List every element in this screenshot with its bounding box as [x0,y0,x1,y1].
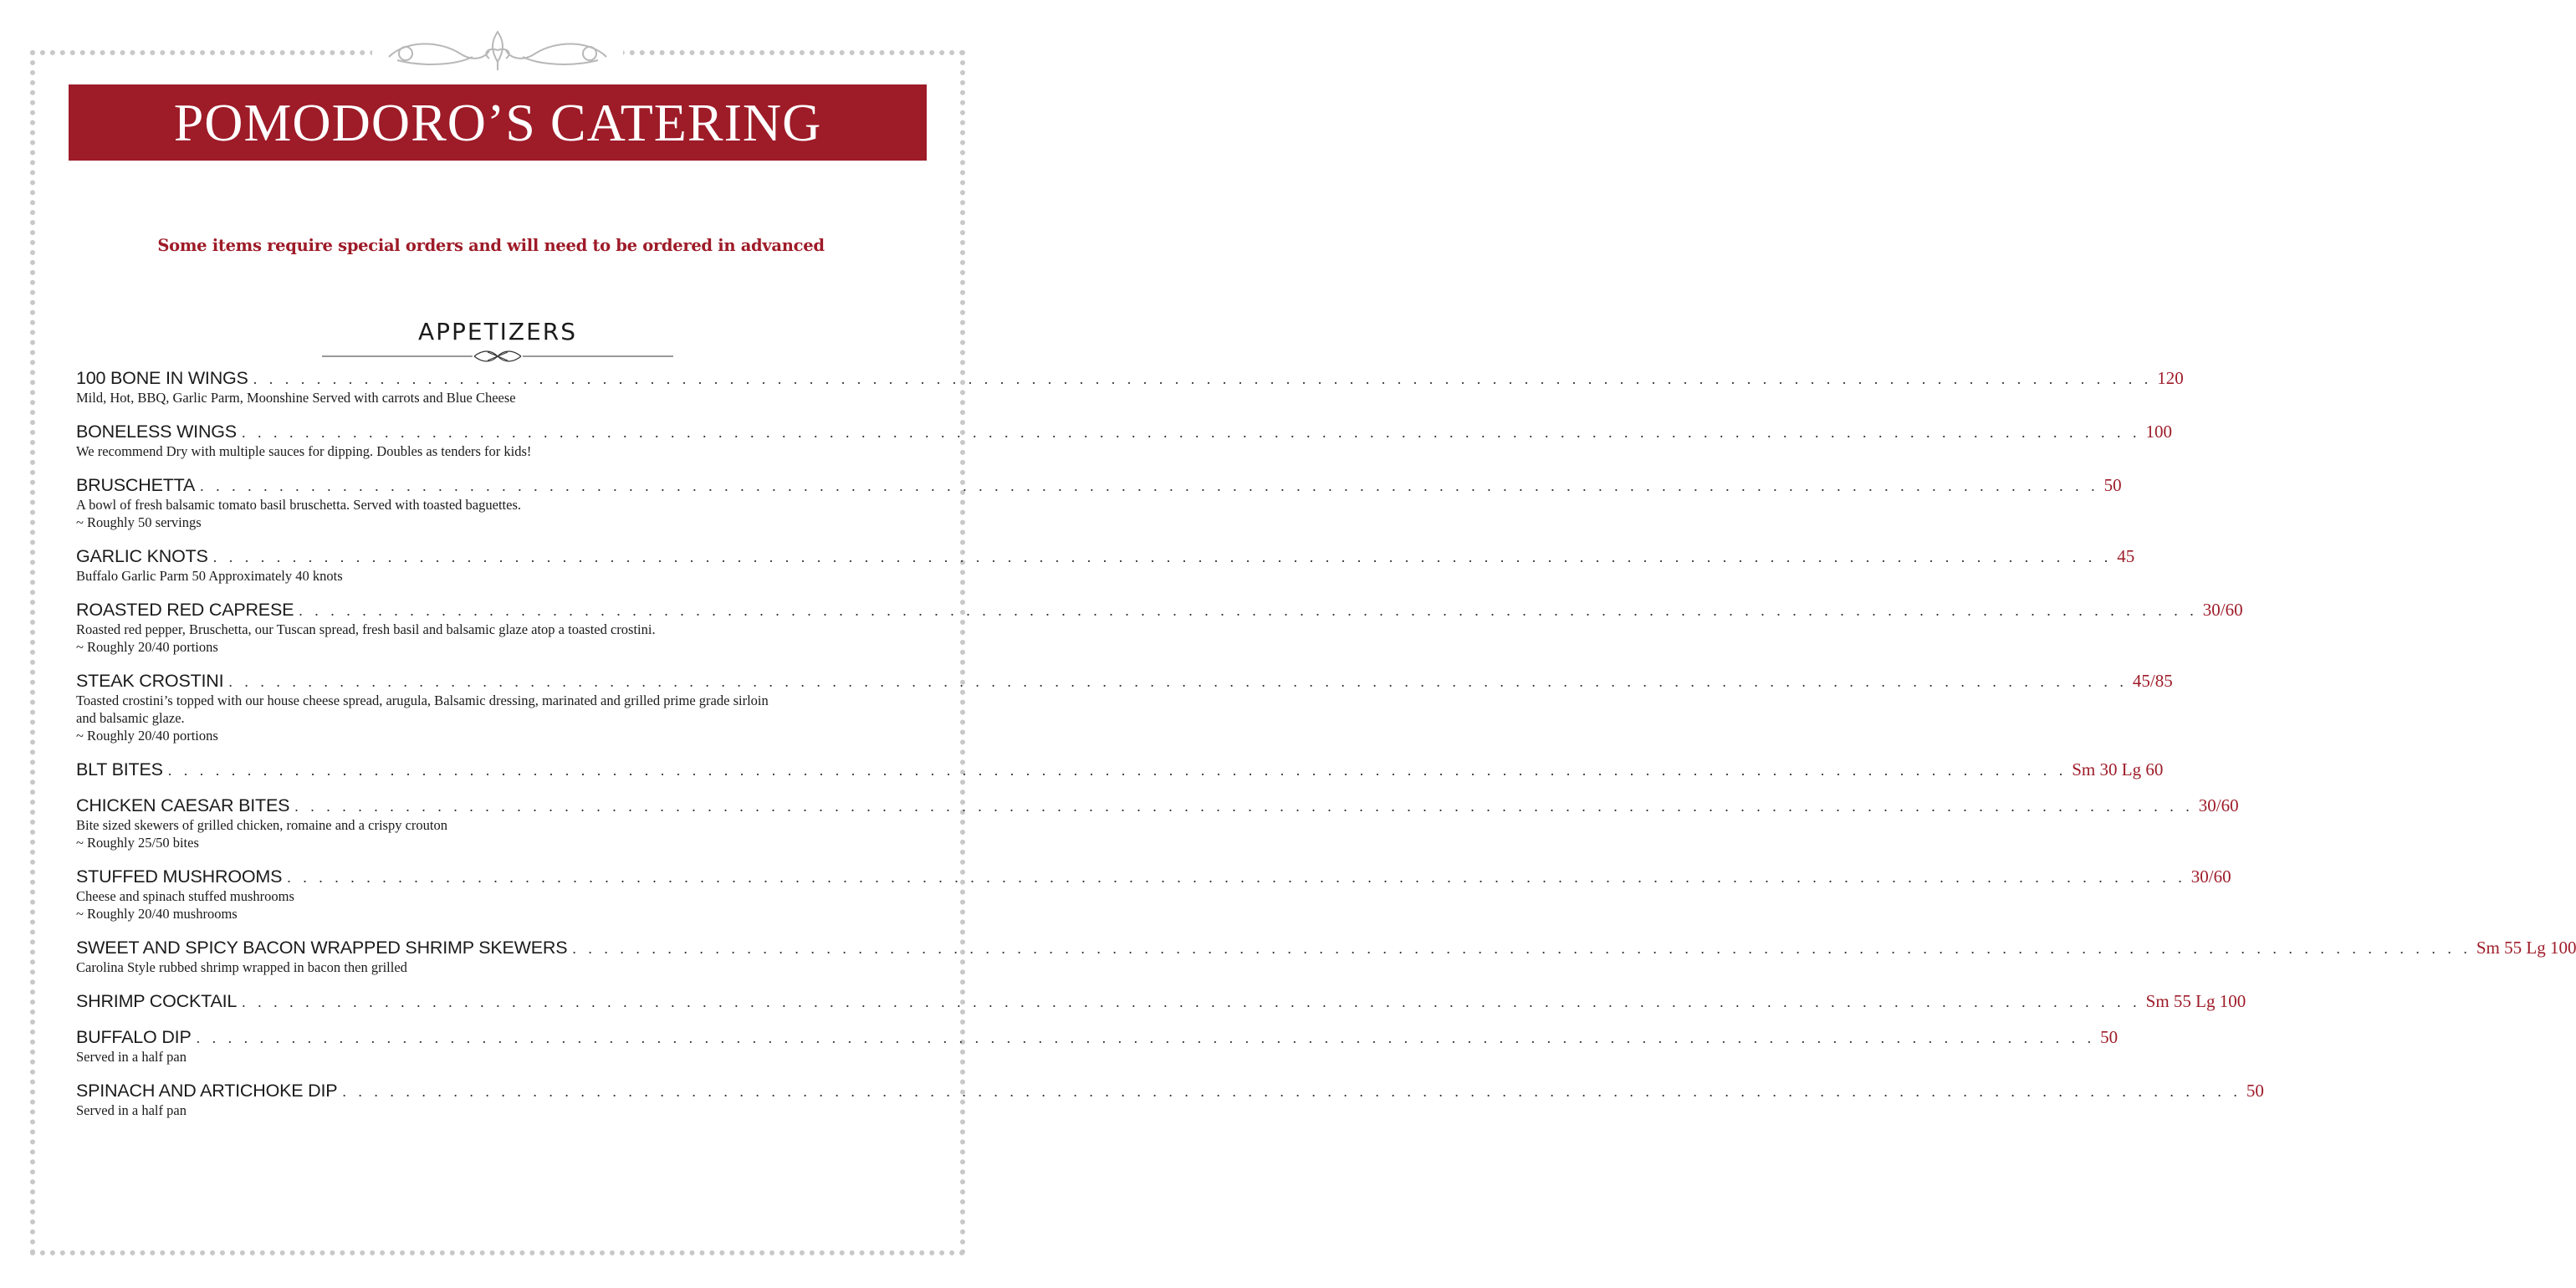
dot-leader: . . . . . . . . . . . . . . . . . . . . . . . . . . . . . . . . . . . . . . . . . . . . . . . . . . . . . . . . . . . . . . . . . . . . . . . . . . . . . . . . . . . . . . . . . . . . . . . . . . . . . . . . . . . . . . . . . . . . . . . . [200,478,2099,494]
menu-item-description: ~ Roughly 25/50 bites [76,835,199,851]
menu-item-name: BUFFALO DIP [76,1027,192,1047]
menu-item-price: Sm 55 Lg 100 [2145,991,2246,1011]
menu-item-name: SHRIMP COCKTAIL [76,991,238,1011]
menu-item-list [76,365,2576,1132]
menu-item-line [76,668,2173,693]
dot-leader: . . . . . . . . . . . . . . . . . . . . . . . . . . . . . . . . . . . . . . . . . . . . . . . . . . . . . . . . . . . . . . . . . . . . . . . . . . . . . . . . . . . . . . . . . . . . . . . . . . . . . . . . . . . . . . . . . . . . . . . . [342,1083,2241,1100]
dot-leader: . . . . . . . . . . . . . . . . . . . . . . . . . . . . . . . . . . . . . . . . . . . . . . . . . . . . . . . . . . . . . . . . . . . . . . . . . . . . . . . . . . . . . . . . . . . . . . . . . . . . . . . . . . . . . . . . . . . . . . . . [572,940,2471,957]
dot-leader: . . . . . . . . . . . . . . . . . . . . . . . . . . . . . . . . . . . . . . . . . . . . . . . . . . . . . . . . . . . . . . . . . . . . . . . . . . . . . . . . . . . . . . . . . . . . . . . . . . . . . . . . . . . . . . . . . . . . . . . . [287,869,2186,886]
menu-item-price: 45/85 [2132,671,2173,691]
menu-item-price: 30/60 [2190,866,2231,887]
menu-item [76,365,2184,408]
menu-item-name: GARLIC KNOTS [76,546,208,566]
dot-leader: . . . . . . . . . . . . . . . . . . . . . . . . . . . . . . . . . . . . . . . . . . . . . . . . . . . . . . . . . . . . . . . . . . . . . . . . . . . . . . . . . . . . . . . . . . . . . . . . . . . . . . . . . . . . . . . . . . . . . . . . [212,549,2113,565]
menu-item-line [76,935,2576,960]
menu-item-description: Roasted red pepper, Bruschetta, our Tuscan spread, fresh basil and balsamic glaze atop a toasted crostini. [76,621,656,637]
menu-item-description: ~ Roughly 20/40 portions [76,728,218,744]
menu-item-description: A bowl of fresh balsamic tomato basil bruschetta. Served with toasted baguettes. [76,497,521,513]
menu-item-name: ROASTED RED CAPRESE [76,600,294,620]
menu-item-price: 30/60 [2198,795,2239,815]
dot-leader: . . . . . . . . . . . . . . . . . . . . . . . . . . . . . . . . . . . . . . . . . . . . . . . . . . . . . . . . . . . . . . . . . . . . . . . . . . . . . . . . . . . . . . . . . . . . . . . . . . . . . . . . . . . . . . . . . . . . . . . . [253,371,2153,387]
dot-leader: . . . . . . . . . . . . . . . . . . . . . . . . . . . . . . . . . . . . . . . . . . . . . . . . . . . . . . . . . . . . . . . . . . . . . . . . . . . . . . . . . . . . . . . . . . . . . . . . . . . . . . . . . . . . . . . . . . . . . . . . [242,994,2141,1010]
menu-item-line [76,365,2184,391]
menu-item-price: 50 [2100,1027,2119,1047]
menu-item [76,544,2135,586]
menu-item-description: Served in a half pan [76,1102,187,1118]
menu-item [76,668,2173,746]
menu-item-name: BRUSCHETTA [76,475,196,495]
menu-item-description: Cheese and spinach stuffed mushrooms [76,888,294,904]
menu-item [76,1078,2264,1121]
menu-item-line [76,757,2164,782]
menu-item [76,935,2576,978]
menu-item-price: 50 [2246,1081,2264,1101]
menu-item-price: 30/60 [2202,600,2243,620]
dot-leader: . . . . . . . . . . . . . . . . . . . . . . . . . . . . . . . . . . . . . . . . . . . . . . . . . . . . . . . . . . . . . . . . . . . . . . . . . . . . . . . . . . . . . . . . . . . . . . . . . . . . . . . . . . . . . . . . . . . . . . . . [196,1030,2096,1046]
menu-item-line [76,597,2243,622]
menu-item-description: We recommend Dry with multiple sauces for dipping. Doubles as tenders for kids! [76,443,532,459]
menu-item-description: Toasted crostini’s topped with our house cheese spread, arugula, Balsamic dressing, marinated and grilled prime grade sirloin [76,693,769,708]
menu-item-price: 100 [2145,422,2172,442]
menu-item-name: CHICKEN CAESAR BITES [76,795,290,815]
dot-leader: . . . . . . . . . . . . . . . . . . . . . . . . . . . . . . . . . . . . . . . . . . . . . . . . . . . . . . . . . . . . . . . . . . . . . . . . . . . . . . . . . . . . . . . . . . . . . . . . . . . . . . . . . . . . . . . . . . . . . . . . [294,798,2194,815]
menu-item-line [76,1078,2264,1103]
menu-item [76,1025,2119,1067]
menu-item-name: BONELESS WINGS [76,422,237,442]
menu-item-name: BLT BITES [76,759,163,779]
menu-item-name: SWEET AND SPICY BACON WRAPPED SHRIMP SKEWERS [76,938,568,958]
menu-item [76,419,2172,462]
section-title: APPETIZERS [417,318,578,345]
menu-item-line [76,544,2135,569]
menu-item-price: 120 [2157,368,2184,388]
menu-item-description: ~ Roughly 20/40 mushrooms [76,906,238,922]
menu-item-description: Buffalo Garlic Parm 50 Approximately 40 knots [76,568,343,584]
menu-item-line [76,419,2172,444]
menu-item [76,864,2231,924]
menu-item-description: and balsamic glaze. [76,710,185,726]
menu-item-name: SPINACH AND ARTICHOKE DIP [76,1081,338,1101]
menu-item-description: Carolina Style rubbed shrimp wrapped in bacon then grilled [76,959,407,975]
dot-leader: . . . . . . . . . . . . . . . . . . . . . . . . . . . . . . . . . . . . . . . . . . . . . . . . . . . . . . . . . . . . . . . . . . . . . . . . . . . . . . . . . . . . . . . . . . . . . . . . . . . . . . . . . . . . . . . . . . . . . . . . [228,673,2128,690]
menu-item-name: STEAK CROSTINI [76,671,224,691]
menu-item-price: 50 [2103,475,2122,495]
menu-item-line [76,473,2122,498]
menu-item-description: ~ Roughly 20/40 portions [76,639,218,655]
special-order-notice: Some items require special orders and will need to be ordered in advanced [157,236,825,255]
page-title: POMODORO’S CATERING [173,92,822,152]
menu-item-description: Served in a half pan [76,1049,187,1065]
menu-item [76,757,2164,782]
menu-item [76,989,2246,1014]
menu-item [76,473,2122,533]
menu-item-description: ~ Roughly 50 servings [76,514,202,530]
menu-item-price: 45 [2117,546,2135,566]
menu-item-description: Mild, Hot, BBQ, Garlic Parm, Moonshine Served with carrots and Blue Cheese [76,390,516,406]
menu-item-description: Bite sized skewers of grilled chicken, romaine and a crispy crouton [76,817,447,833]
menu-item-name: STUFFED MUSHROOMS [76,866,283,887]
menu-item-line [76,1025,2119,1050]
menu-item-price: Sm 30 Lg 60 [2072,759,2164,779]
menu-item-line [76,989,2246,1014]
page-title-banner [69,84,927,161]
dot-leader: . . . . . . . . . . . . . . . . . . . . . . . . . . . . . . . . . . . . . . . . . . . . . . . . . . . . . . . . . . . . . . . . . . . . . . . . . . . . . . . . . . . . . . . . . . . . . . . . . . . . . . . . . . . . . . . . . . . . . . . . [299,602,2198,619]
menu-item-price: Sm 55 Lg 100 [2476,938,2576,958]
menu-item [76,597,2243,657]
menu-item-name: 100 BONE IN WINGS [76,368,248,388]
menu-item [76,793,2239,853]
menu-item-line [76,793,2239,818]
menu-item-line [76,864,2231,889]
flourish-ornament-icon [372,25,623,75]
section-divider-icon [322,348,673,365]
dot-leader: . . . . . . . . . . . . . . . . . . . . . . . . . . . . . . . . . . . . . . . . . . . . . . . . . . . . . . . . . . . . . . . . . . . . . . . . . . . . . . . . . . . . . . . . . . . . . . . . . . . . . . . . . . . . . . . . . . . . . . . . [167,762,2067,779]
dot-leader: . . . . . . . . . . . . . . . . . . . . . . . . . . . . . . . . . . . . . . . . . . . . . . . . . . . . . . . . . . . . . . . . . . . . . . . . . . . . . . . . . . . . . . . . . . . . . . . . . . . . . . . . . . . . . . . . . . . . . . . . [241,424,2141,441]
